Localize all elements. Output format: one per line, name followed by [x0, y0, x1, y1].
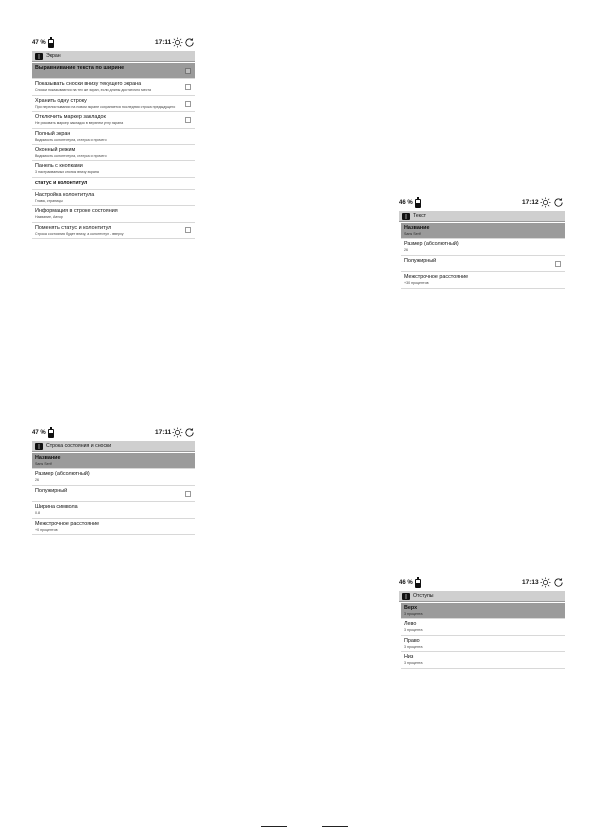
item-title: Межстрочное расстояние: [404, 274, 469, 281]
item-subtitle: Sans Serif: [404, 232, 421, 236]
settings-list: [32, 63, 195, 239]
settings-item[interactable]: [32, 190, 195, 206]
settings-item[interactable]: [32, 79, 195, 95]
settings-item[interactable]: [401, 223, 565, 239]
item-title: Оконный режим: [35, 147, 76, 154]
item-subtitle: 26: [404, 248, 408, 253]
item-subtitle: При перелистывании на новом экране сохраняется последняя строка предыдущего: [35, 104, 176, 109]
checkbox[interactable]: [185, 101, 191, 107]
item-subtitle: Sans Serif: [35, 462, 52, 466]
settings-item[interactable]: [32, 96, 195, 112]
battery-icon: [415, 579, 421, 588]
settings-item[interactable]: [32, 519, 195, 535]
item-spacer: [35, 72, 181, 76]
settings-item[interactable]: [32, 486, 195, 502]
clock: 17:13: [522, 579, 539, 586]
status-bar: [32, 426, 195, 440]
settings-item[interactable]: [32, 112, 195, 128]
settings-list: [401, 603, 565, 669]
backlight-icon[interactable]: [540, 197, 551, 208]
settings-item[interactable]: [32, 206, 195, 222]
settings-item[interactable]: [32, 161, 195, 177]
screen-display-settings: [32, 36, 195, 269]
item-subtitle: Глава, страницы: [35, 198, 63, 203]
battery-icon: [415, 199, 421, 208]
status-bar: [32, 36, 195, 50]
item-title: Полужирный: [35, 487, 68, 494]
backlight-icon[interactable]: [172, 37, 183, 48]
settings-item[interactable]: [32, 223, 195, 239]
screen-statusbar-settings: [32, 426, 195, 550]
sync-icon[interactable]: [553, 197, 564, 208]
checkbox[interactable]: [555, 261, 561, 267]
section-header: [32, 178, 195, 190]
item-title: Выравнивание текста по ширине: [35, 65, 125, 71]
checkbox[interactable]: [185, 227, 191, 233]
page-marker: [261, 826, 287, 828]
page-title: Экран: [46, 53, 61, 59]
settings-item[interactable]: [401, 603, 565, 619]
checkbox[interactable]: [185, 117, 191, 123]
battery-percent: 46 %: [399, 200, 413, 206]
item-title: Название: [35, 455, 61, 461]
page-markers: [261, 818, 348, 828]
page-title: Текст: [413, 213, 427, 219]
item-subtitle: +0 процентов: [35, 527, 58, 532]
item-title: статус и колонтитул: [35, 179, 88, 186]
item-title: Поменять статус и колонтитул: [35, 224, 112, 231]
item-title: Название: [404, 225, 430, 231]
item-title: Отключить маркер закладок: [35, 114, 106, 121]
item-subtitle: Не рисовать маркер закладок в верхнем углу экрана: [35, 121, 124, 126]
settings-item[interactable]: [32, 502, 195, 518]
settings-item[interactable]: [401, 619, 565, 635]
settings-item[interactable]: [401, 256, 565, 272]
header-bar: [32, 441, 195, 452]
item-title: Панель с кнопками: [35, 163, 83, 170]
item-title: Показывать сноски внизу текущего экрана: [35, 81, 142, 88]
item-subtitle: Сноски показываются на тех же экран, если длины достаточно места: [35, 88, 151, 93]
item-title: Низ: [404, 654, 414, 661]
settings-item[interactable]: [401, 636, 565, 652]
battery-icon: [48, 39, 54, 48]
sync-icon[interactable]: [553, 577, 564, 588]
item-subtitle: 3 настраиваемых кнопок внизу экрана: [35, 170, 99, 175]
battery-percent: 47 %: [32, 430, 46, 436]
page-marker: [322, 826, 348, 828]
status-bar: [399, 576, 565, 590]
sync-icon[interactable]: [184, 427, 195, 438]
item-title: Полный экран: [35, 130, 71, 137]
item-title: Полужирный: [404, 257, 437, 264]
item-title: Информация в строке состояния: [35, 208, 118, 215]
item-subtitle: Видимость колонтитула, статуса и прочего: [35, 154, 107, 159]
book-icon[interactable]: [402, 213, 410, 220]
checkbox[interactable]: [185, 68, 191, 74]
clock: 17:11: [155, 429, 172, 436]
page-title: Отступы: [413, 593, 434, 599]
item-subtitle: 3 процента: [404, 612, 423, 616]
clock: 17:11: [155, 39, 172, 46]
battery-icon: [48, 429, 54, 438]
item-title: Хранить одну строку: [35, 97, 87, 104]
settings-item[interactable]: [401, 239, 565, 255]
item-title: Межстрочное расстояние: [35, 520, 100, 527]
header-bar: [399, 211, 565, 222]
book-icon[interactable]: [402, 593, 410, 600]
item-subtitle: Название, Автор: [35, 215, 63, 220]
item-subtitle: Видимость колонтитула, статуса и прочего: [35, 137, 107, 142]
battery-percent: 46 %: [399, 580, 413, 586]
backlight-icon[interactable]: [172, 427, 183, 438]
item-title: Верх: [404, 605, 418, 611]
settings-list: [32, 453, 195, 535]
book-icon[interactable]: [35, 443, 43, 450]
item-title: Настройка колонтитула: [35, 191, 95, 198]
item-subtitle: 26: [35, 478, 39, 483]
battery-percent: 47 %: [32, 40, 46, 46]
settings-item[interactable]: [32, 145, 195, 161]
status-bar: [399, 196, 565, 210]
sync-icon[interactable]: [184, 37, 195, 48]
item-subtitle: 0.8: [35, 511, 40, 516]
item-spacer: [404, 265, 551, 269]
page-title: Строка состояния и сноски: [46, 443, 112, 449]
settings-item[interactable]: [401, 272, 565, 288]
checkbox[interactable]: [185, 491, 191, 497]
clock: 17:12: [522, 199, 539, 206]
screen-margins-settings: [399, 576, 565, 682]
checkbox[interactable]: [185, 84, 191, 90]
item-title: Размер (абсолютный): [35, 471, 90, 478]
item-subtitle: +30 процентов: [404, 281, 429, 286]
item-title: Ширина символа: [35, 504, 78, 511]
header-bar: [32, 51, 195, 62]
header-bar: [399, 591, 565, 602]
settings-list: [401, 223, 565, 289]
settings-item[interactable]: [401, 652, 565, 668]
settings-item[interactable]: [32, 129, 195, 145]
book-icon[interactable]: [35, 53, 43, 60]
settings-item[interactable]: [32, 63, 195, 79]
item-subtitle: 3 процента: [404, 644, 423, 649]
item-subtitle: Строка состояния будет внизу, а колонтитул - вверху: [35, 231, 124, 236]
item-title: Право: [404, 637, 420, 644]
settings-item[interactable]: [32, 453, 195, 469]
screen-text-settings: [399, 196, 565, 302]
item-spacer: [35, 495, 181, 499]
item-subtitle: 3 процента: [404, 661, 423, 666]
item-title: Размер (абсолютный): [404, 241, 459, 248]
item-subtitle: 3 процента: [404, 628, 423, 633]
settings-item[interactable]: [32, 469, 195, 485]
item-title: Лево: [404, 621, 417, 628]
backlight-icon[interactable]: [540, 577, 551, 588]
